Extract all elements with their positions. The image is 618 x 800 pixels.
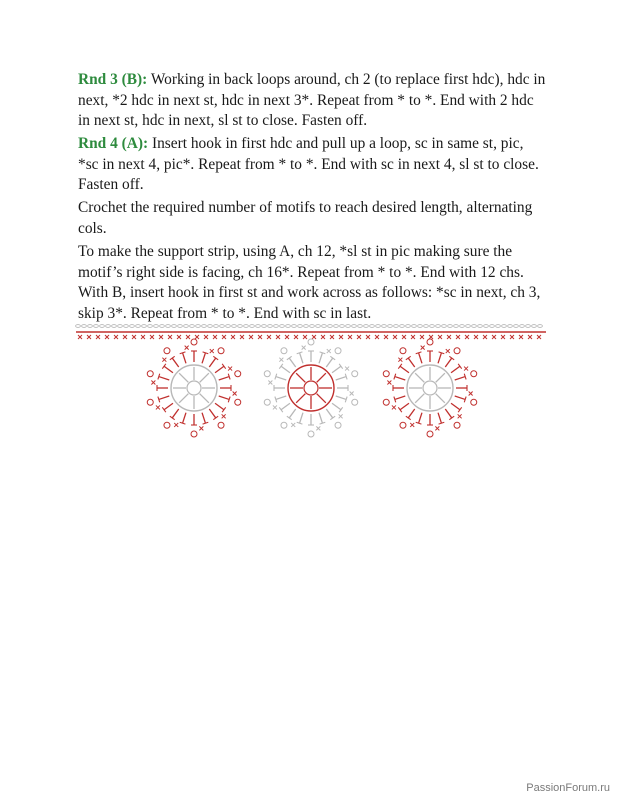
- watermark: PassionForum.ru: [526, 782, 610, 794]
- support-strip: [76, 325, 546, 339]
- round-4-text: Insert hook in first hdc and pull up a loop, sc in same st, pic, *sc in next 4, pic*. Repeat from * to *. End with sc in next 4, sl st to close. Fasten off.: [78, 135, 539, 193]
- crochet-motif: [264, 339, 357, 437]
- motif-count-instructions: Crochet the required number of motifs to reach desired length, alternating cols.: [78, 199, 533, 237]
- crochet-chart-diagram: [74, 321, 548, 446]
- crochet-motif: [383, 339, 476, 437]
- round-4-instructions: [78, 134, 546, 196]
- support-strip-instructions: To make the support strip, using A, ch 12, *sl st in pic making sure the motif’s right side is facing, ch 16*. Repeat from * to *. End with 12 chs. With B, insert hook in first st and work across as follows: *sc in next, ch 3, skip 3*. Repeat from * to *. End with sc in last.: [78, 243, 541, 322]
- round-3-label: Rnd 3 (B):: [78, 71, 148, 88]
- round-4-label: Rnd 4 (A):: [78, 135, 149, 152]
- crochet-motif: [147, 339, 240, 437]
- round-3-instructions: [78, 70, 546, 132]
- motif-group: [147, 339, 476, 437]
- round-3-text: Working in back loops around, ch 2 (to replace first hdc), hdc in next, *2 hdc in next st, hdc in next 3*. Repeat from * to *. End with 2 hdc in next st, hdc in next, sl st to close. Fasten off.: [78, 71, 546, 129]
